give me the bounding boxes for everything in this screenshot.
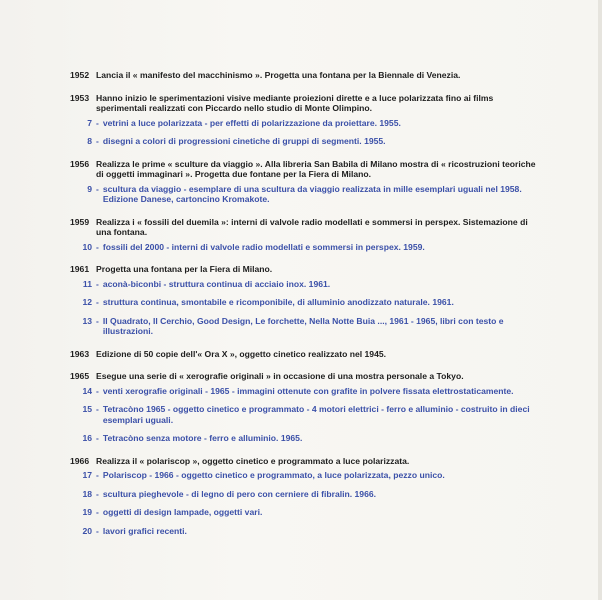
item-text: Tetracòno 1965 - oggetto cinetico e programmato - 4 motori elettrici - ferro e alluminio - costruito in dieci esemplari uguali. bbox=[102, 404, 530, 425]
item-text: oggetti di design lampade, oggetti vari. bbox=[102, 507, 263, 517]
year-entry-1959 bbox=[70, 217, 540, 238]
year-text: Hanno inizio le sperimentazioni visive mediante proiezioni dirette e a luce polarizzata fino ai films sperimentali realizzati con Piccardo nello studio di Monte Olimpino. bbox=[96, 92, 494, 113]
page-spine bbox=[598, 0, 602, 600]
work-item-15 bbox=[70, 404, 540, 425]
year-label: 1965 bbox=[70, 371, 90, 381]
year-text: Realizza i « fossili del duemila »: interni di valvole radio modellati e sommersi in perspex. Sistemazione di una fontana. bbox=[96, 216, 528, 237]
year-label: 1956 bbox=[70, 158, 90, 169]
item-dash: - bbox=[96, 241, 99, 252]
item-dash: - bbox=[96, 117, 99, 128]
year-text: Esegue una serie di « xerografie originali » in occasione di una mostra personale a Tokyo. bbox=[96, 371, 464, 381]
item-dash: - bbox=[96, 385, 99, 396]
year-label: 1966 bbox=[70, 455, 90, 466]
year-entry-1956 bbox=[70, 159, 540, 180]
year-text: Edizione di 50 copie dell'« Ora X », oggetto cinetico realizzato nel 1945. bbox=[96, 348, 387, 359]
item-dash: - bbox=[96, 433, 99, 443]
item-dash: - bbox=[96, 488, 99, 499]
item-number: 13 bbox=[82, 315, 92, 326]
item-number: 8 bbox=[87, 136, 92, 146]
item-text: venti xerografie originali - 1965 - immagini ottenute con grafite in polvere fissata elettrostaticamente. bbox=[102, 385, 514, 396]
item-dash: - bbox=[96, 183, 99, 194]
item-dash: - bbox=[96, 136, 99, 146]
item-number: 15 bbox=[82, 404, 92, 414]
item-text: aconà-biconbi - struttura continua di acciaio inox. 1961. bbox=[102, 278, 331, 289]
year-text: Realizza le prime « sculture da viaggio ». Alla libreria San Babila di Milano mostra di « ricostruzioni teoriche di oggetti immaginari ». Progetta due fontane per la Fiera di Milano. bbox=[96, 158, 536, 179]
chronology-list bbox=[70, 70, 540, 536]
item-text: lavori grafici recenti. bbox=[102, 525, 187, 536]
item-text: struttura continua, smontabile e ricomponibile, di alluminio anodizzato naturale. 1961. bbox=[102, 297, 454, 307]
year-entry-1966 bbox=[70, 456, 540, 467]
item-dash: - bbox=[96, 297, 99, 307]
year-text: Lancia il « manifesto del macchinismo ». Progetta una fontana per la Biennale di Venezia. bbox=[96, 70, 461, 80]
work-item-11 bbox=[70, 279, 540, 290]
work-item-17 bbox=[70, 470, 540, 481]
work-item-9 bbox=[70, 184, 540, 205]
item-number: 7 bbox=[87, 117, 92, 128]
item-number: 16 bbox=[82, 433, 92, 443]
item-text: scultura da viaggio - esemplare di una scultura da viaggio realizzata in mille esemplari uguali nel 1958. Edizione Danese, cartoncino Kromakote. bbox=[102, 183, 522, 204]
year-entry-1965 bbox=[70, 371, 540, 382]
item-text: disegni a colori di progressioni cinetiche di gruppi di segmenti. 1955. bbox=[102, 136, 386, 146]
work-item-16 bbox=[70, 433, 540, 444]
item-number: 9 bbox=[87, 183, 92, 194]
work-item-10 bbox=[70, 242, 540, 253]
work-item-19 bbox=[70, 507, 540, 518]
work-item-13 bbox=[70, 316, 540, 337]
item-text: scultura pieghevole - di legno di pero con cerniere di fibralin. 1966. bbox=[102, 488, 377, 499]
item-number: 14 bbox=[82, 385, 92, 396]
item-dash: - bbox=[96, 278, 99, 289]
work-item-20 bbox=[70, 526, 540, 537]
year-label: 1961 bbox=[70, 264, 90, 274]
item-dash: - bbox=[96, 315, 99, 326]
item-text: vetrini a luce polarizzata - per effetti di polarizzazione da proiettare. 1955. bbox=[102, 117, 401, 128]
item-dash: - bbox=[96, 525, 99, 536]
work-item-12 bbox=[70, 297, 540, 308]
item-dash: - bbox=[96, 470, 99, 480]
work-item-7 bbox=[70, 118, 540, 129]
work-item-8 bbox=[70, 136, 540, 147]
year-entry-1961 bbox=[70, 264, 540, 275]
item-text: fossili del 2000 - interni di valvole radio modellati e sommersi in perspex. 1959. bbox=[102, 241, 425, 252]
item-number: 11 bbox=[82, 278, 92, 289]
work-item-14 bbox=[70, 386, 540, 397]
year-entry-1952 bbox=[70, 70, 540, 81]
year-label: 1952 bbox=[70, 70, 90, 80]
item-dash: - bbox=[96, 404, 99, 414]
item-number: 19 bbox=[82, 507, 92, 517]
item-number: 20 bbox=[82, 525, 92, 536]
year-label: 1953 bbox=[70, 92, 90, 103]
year-label: 1959 bbox=[70, 216, 90, 227]
item-text: Tetracòno senza motore - ferro e alluminio. 1965. bbox=[102, 433, 303, 443]
item-number: 17 bbox=[82, 470, 92, 480]
year-label: 1963 bbox=[70, 348, 90, 359]
year-entry-1963 bbox=[70, 349, 540, 360]
item-number: 10 bbox=[82, 241, 92, 252]
item-number: 12 bbox=[82, 297, 92, 307]
year-entry-1953 bbox=[70, 93, 540, 114]
item-text: Polariscop - 1966 - oggetto cinetico e programmato, a luce polarizzata, pezzo unico. bbox=[102, 470, 445, 480]
item-dash: - bbox=[96, 507, 99, 517]
year-text: Progetta una fontana per la Fiera di Milano. bbox=[96, 264, 273, 274]
work-item-18 bbox=[70, 489, 540, 500]
item-number: 18 bbox=[82, 488, 92, 499]
item-text: Il Quadrato, Il Cerchio, Good Design, Le forchette, Nella Notte Buia ..., 1961 - 1965, libri con testo e illustrazioni. bbox=[102, 315, 504, 336]
year-text: Realizza il « polariscop », oggetto cinetico e programmato a luce polarizzata. bbox=[96, 455, 410, 466]
